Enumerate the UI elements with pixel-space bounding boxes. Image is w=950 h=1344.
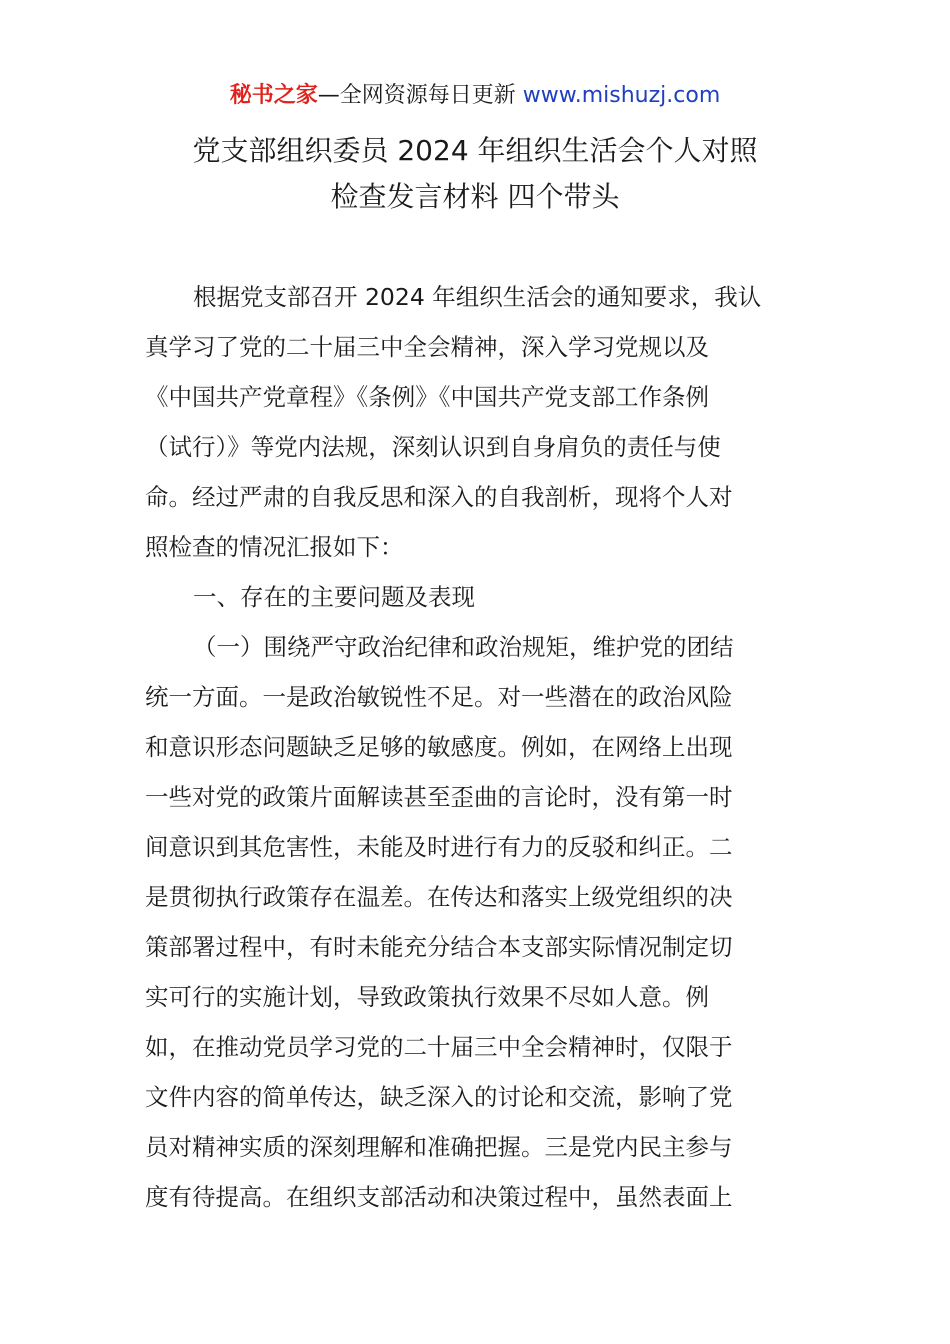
body-line: 员对精神实质的深刻理解和准确把握。三是党内民主参与 [145, 1133, 733, 1161]
site-url[interactable]: www.mishuzj.com [522, 83, 721, 108]
body-line: 实可行的实施计划，导致政策执行效果不尽如人意。例 [145, 983, 709, 1011]
document-title [0, 128, 950, 220]
header-tagline: —全网资源每日更新 [317, 83, 516, 108]
body-line: 如，在推动党员学习党的二十届三中全会精神时，仅限于 [145, 1033, 733, 1061]
body-line: 度有待提高。在组织支部活动和决策过程中，虽然表面上 [145, 1183, 733, 1211]
body-line: 真学习了党的二十届三中全会精神，深入学习党规以及 [145, 333, 709, 361]
body-line: 是贯彻执行政策存在温差。在传达和落实上级党组织的决 [145, 883, 733, 911]
body-line: 统一方面。一是政治敏锐性不足。对一些潜在的政治风险 [145, 683, 733, 711]
body-line: 文件内容的简单传达，缺乏深入的讨论和交流，影响了党 [145, 1083, 733, 1111]
body-line: 间意识到其危害性，未能及时进行有力的反驳和纠正。二 [145, 833, 733, 861]
body-line: 策部署过程中，有时未能充分结合本支部实际情况制定切 [145, 933, 733, 961]
body-line: 照检查的情况汇报如下： [145, 533, 404, 561]
document-body [145, 272, 810, 1222]
body-line: 命。经过严肃的自我反思和深入的自我剖析，现将个人对 [145, 483, 733, 511]
body-line: （一）围绕严守政治纪律和政治规矩，维护党的团结 [193, 633, 734, 661]
body-line: 根据党支部召开 2024 年组织生活会的通知要求，我认 [193, 283, 762, 311]
title-line-2: 检查发言材料 四个带头 [330, 180, 620, 213]
title-line-1: 党支部组织委员 2024 年组织生活会个人对照 [192, 134, 758, 167]
body-line: 《中国共产党章程》《条例》《中国共产党支部工作条例 [145, 383, 709, 411]
section-heading: 一、存在的主要问题及表现 [193, 583, 475, 611]
site-header [0, 80, 950, 112]
body-line: （试行）》等党内法规，深刻认识到自身肩负的责任与使 [145, 433, 721, 461]
body-line: 和意识形态问题缺乏足够的敏感度。例如，在网络上出现 [145, 733, 733, 761]
body-line: 一些对党的政策片面解读甚至歪曲的言论时，没有第一时 [145, 783, 733, 811]
brand-name: 秘书之家 [229, 83, 318, 108]
